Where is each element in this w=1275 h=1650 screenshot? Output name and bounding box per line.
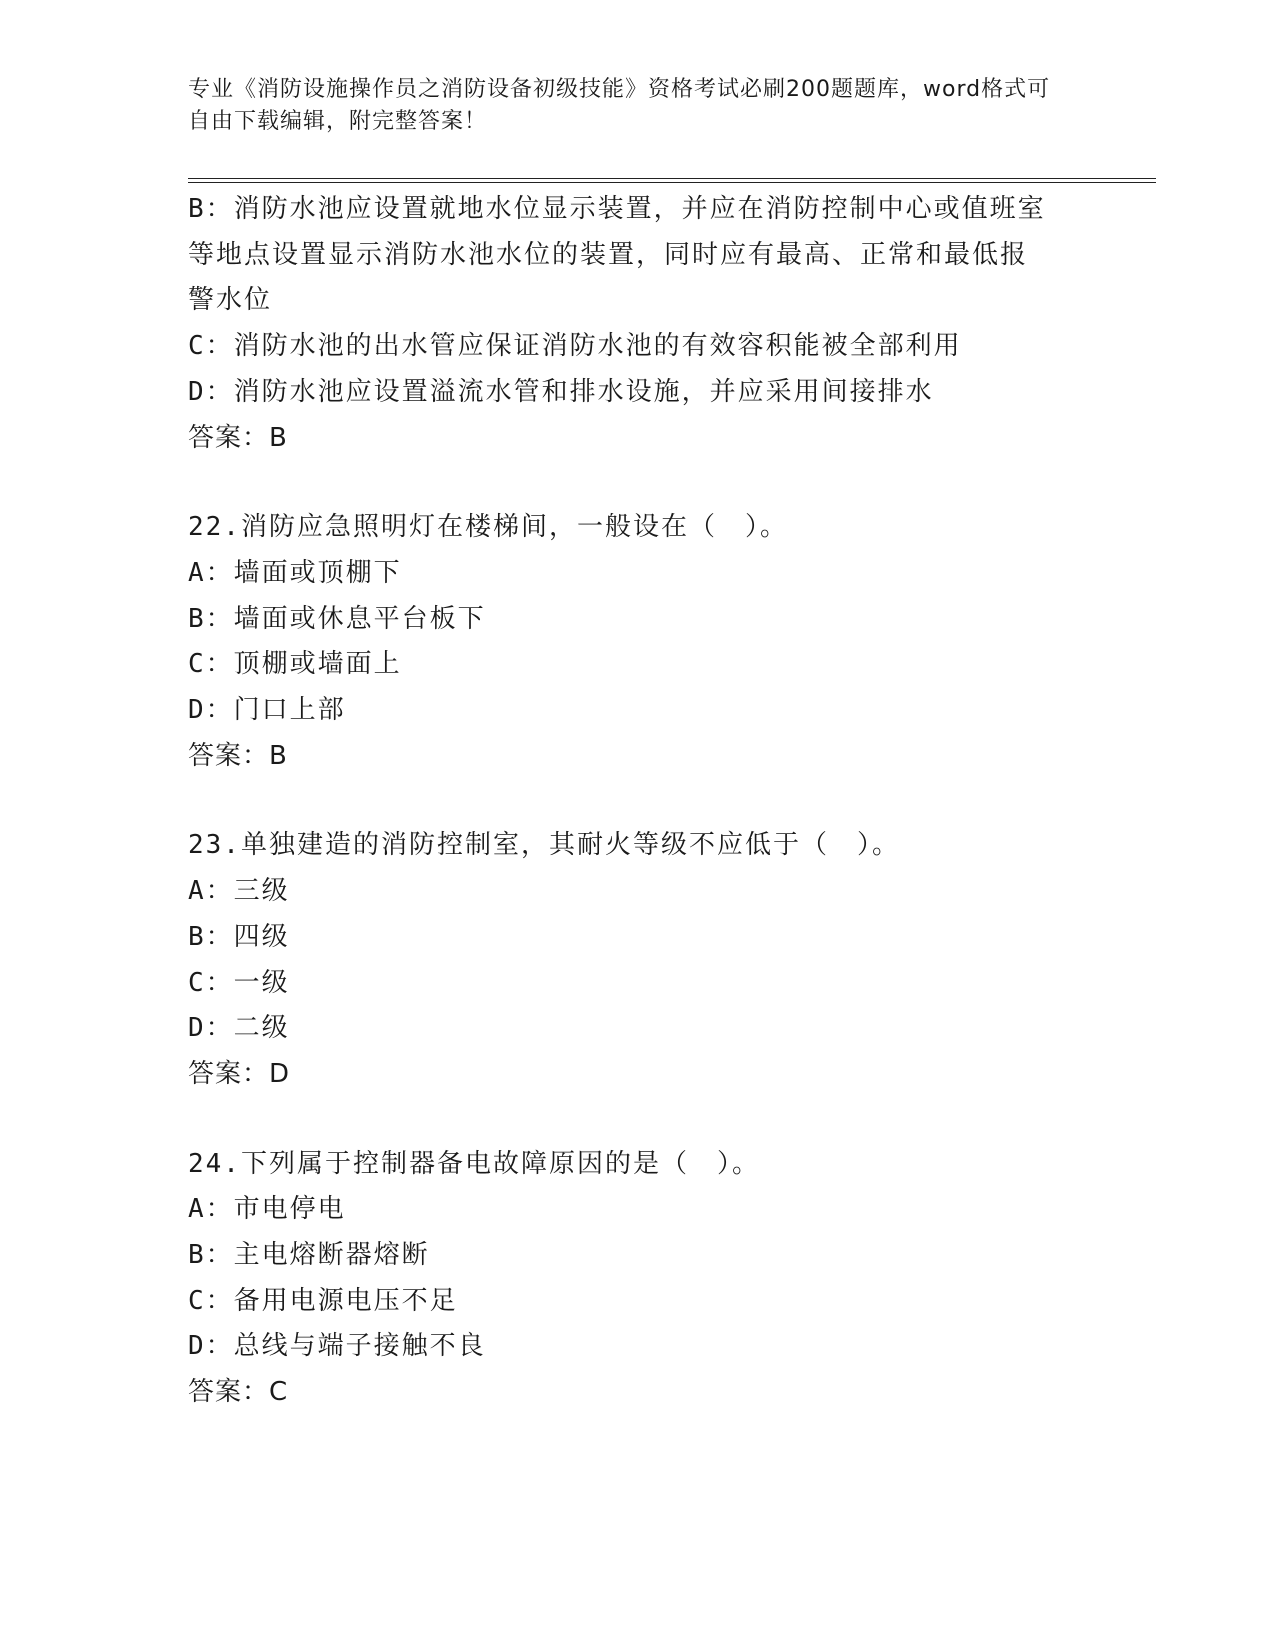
option-d: D：门口上部 — [188, 695, 346, 726]
answer-line: 答案：D — [188, 1058, 291, 1089]
option-b: B：消防水池应设置就地水位显示装置，并应在消防控制中心或值班室 — [188, 194, 1046, 224]
option-c: C：备用电源电压不足 — [188, 1285, 458, 1316]
option-c: C：顶棚或墙面上 — [188, 649, 402, 680]
option-b-continued: 等地点设置显示消防水池水位的装置，同时应有最高、正常和最低报 — [188, 239, 1029, 270]
option-a: A：墙面或顶棚下 — [188, 557, 402, 588]
question-24 — [188, 1142, 1088, 1416]
answer-line: 答案：C — [188, 1377, 289, 1408]
option-d: D：总线与端子接触不良 — [188, 1331, 486, 1362]
option-b: B：四级 — [188, 921, 290, 952]
option-b-continued: 警水位 — [188, 285, 273, 316]
option-b: B：主电熔断器熔断 — [188, 1240, 430, 1271]
question-stem: 22.消防应急照明灯在楼梯间，一般设在（ ）。 — [188, 512, 788, 543]
question-21-continued — [188, 187, 1088, 461]
option-d: D：二级 — [188, 1013, 290, 1044]
answer-line: 答案：B — [188, 422, 288, 453]
option-c: C：消防水池的出水管应保证消防水池的有效容积能被全部利用 — [188, 331, 962, 362]
question-stem: 24.下列属于控制器备电故障原因的是（ ）。 — [188, 1148, 760, 1179]
header-text: 专业《消防设施操作员之消防设备初级技能》资格考试必刷200题题库，word格式可自由下载编辑，附完整答案！ — [188, 77, 1051, 134]
question-23 — [188, 823, 1088, 1097]
question-list — [188, 187, 1088, 1416]
document-header — [188, 74, 1068, 138]
question-22 — [188, 505, 1088, 779]
header-divider-top — [188, 178, 1156, 179]
option-a: A：市电停电 — [188, 1194, 346, 1225]
option-b: B：墙面或休息平台板下 — [188, 603, 486, 634]
question-stem: 23.单独建造的消防控制室，其耐火等级不应低于（ ）。 — [188, 830, 900, 861]
option-d: D：消防水池应设置溢流水管和排水设施，并应采用间接排水 — [188, 376, 934, 407]
option-a: A：三级 — [188, 876, 290, 907]
header-divider-bottom — [188, 182, 1156, 183]
answer-line: 答案：B — [188, 740, 288, 771]
option-c: C：一级 — [188, 967, 290, 998]
